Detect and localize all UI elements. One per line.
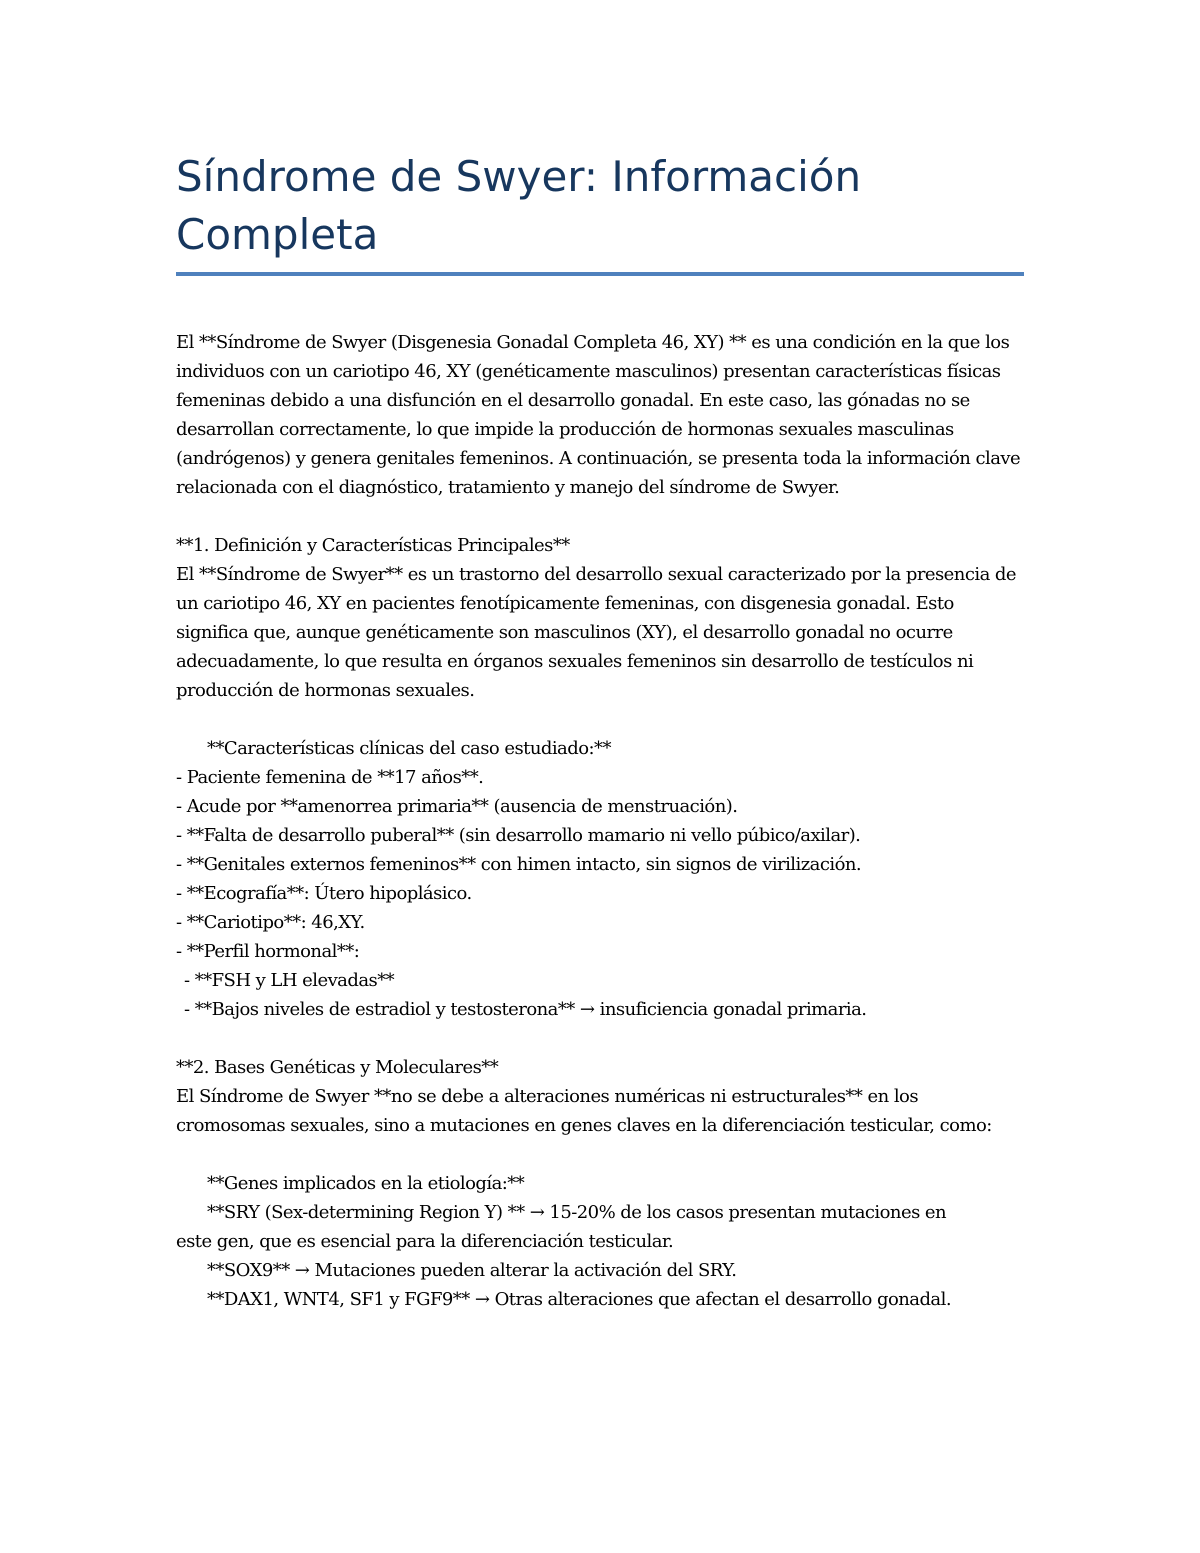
gene-item-others: **DAX1, WNT4, SF1 y FGF9** → Otras alteraciones que afectan el desarrollo gonadal. — [207, 1289, 951, 1310]
sub-list-item: - **Bajos niveles de estradiol y testosterona** → insuficiencia gonadal primaria. — [184, 999, 867, 1020]
section-2-paragraph: El Síndrome de Swyer **no se debe a alteraciones numéricas ni estructurales** en los cromosomas sexuales, sino a mutaciones en genes claves en la diferenciación testicular, como: — [176, 1086, 992, 1136]
genes-heading: **Genes implicados en la etiología:** — [207, 1173, 525, 1194]
title-line-1: Síndrome de Swyer: Información — [176, 152, 862, 201]
document-title — [176, 148, 1026, 264]
list-item: - Acude por **amenorrea primaria** (ausencia de menstruación). — [176, 796, 738, 817]
list-item: - **Perfil hormonal**: — [176, 941, 360, 962]
list-item: - **Ecografía**: Útero hipoplásico. — [176, 883, 472, 904]
intro-paragraph: El **Síndrome de Swyer (Disgenesia Gonadal Completa 46, XY) ** es una condición en la que los individuos con un cariotipo 46, XY (genéticamente masculinos) presentan características físicas femeninas debido a una disfunción en el desarrollo gonadal. En este caso, las gónadas no se desarrollan correctamente, lo que impide la producción de hormonas sexuales masculinas (andrógenos) y genera genitales femeninos. A continuación, se presenta toda la información clave relacionada con el diagnóstico, tratamiento y manejo del síndrome de Swyer. — [176, 332, 1021, 498]
section-1-heading: **1. Definición y Características Principales** — [176, 535, 570, 556]
title-underline — [176, 272, 1024, 276]
list-item: - **Falta de desarrollo puberal** (sin desarrollo mamario ni vello púbico/axilar). — [176, 825, 861, 846]
document-page — [176, 148, 1026, 1314]
list-item: - Paciente femenina de **17 años**. — [176, 767, 484, 788]
title-line-2: Completa — [176, 210, 379, 259]
list-item: - **Cariotipo**: 46,XY. — [176, 912, 365, 933]
section-1-paragraph: El **Síndrome de Swyer** es un trastorno del desarrollo sexual caracterizado por la presencia de un cariotipo 46, XY en pacientes fenotípicamente femeninas, con disgenesia gonadal. Esto significa que, aunque genéticamente son masculinos (XY), el desarrollo gonadal no ocurre adecuadamente, lo que resulta en órganos sexuales femeninos sin desarrollo de testículos ni producción de hormonas sexuales. — [176, 564, 1016, 701]
gene-item-sox9: **SOX9** → Mutaciones pueden alterar la activación del SRY. — [207, 1260, 737, 1281]
document-body — [176, 328, 1026, 1314]
sub-list-item: - **FSH y LH elevadas** — [184, 970, 395, 991]
gene-item-sry-continuation: este gen, que es esencial para la diferenciación testicular. — [176, 1231, 674, 1252]
gene-item-sry: **SRY (Sex-determining Region Y) ** → 15-20% de los casos presentan mutaciones en — [207, 1202, 947, 1223]
list-item: - **Genitales externos femeninos** con himen intacto, sin signos de virilización. — [176, 854, 862, 875]
clinical-features-heading: **Características clínicas del caso estudiado:** — [207, 738, 611, 759]
section-2-heading: **2. Bases Genéticas y Moleculares** — [176, 1057, 499, 1078]
